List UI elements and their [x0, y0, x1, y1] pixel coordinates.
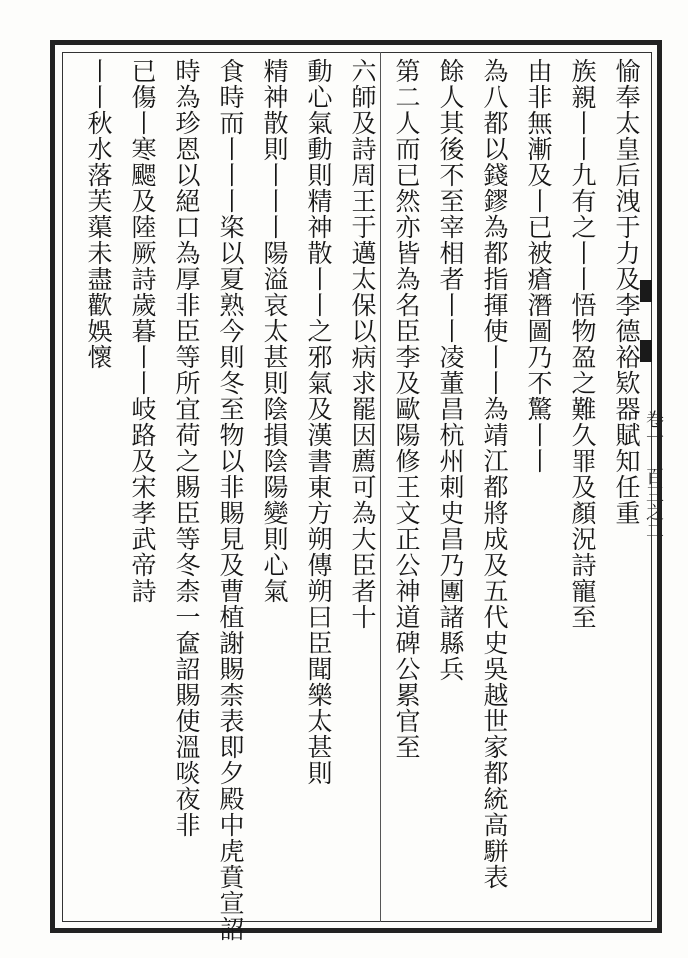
column-text: 由非無漸及丨已被瘡潛圖 [524, 58, 553, 344]
column-text: 為八都以錢鏐為都指揮使丨丨為靖江都將 [480, 58, 509, 526]
text-column-5 [434, 58, 466, 908]
column-text-lower: 太保以病求罷因薦可為大臣者十 [348, 266, 377, 630]
column-text: 已傷丨寒颸及陸厥詩歲暮丨丨 [128, 58, 157, 396]
column-text-lower: 未盡歡娛懷 [84, 240, 113, 370]
text-column-2 [566, 58, 598, 908]
column-text-lower: 成及五代史吳越世家都統高駢表 [480, 526, 509, 890]
margin-label: 卷一 百三之二 [643, 410, 664, 539]
column-text: 族親丨丨九有 [568, 58, 597, 214]
column-text-lower: 賜臣等冬柰一奩詔賜使溫啖夜非 [172, 474, 201, 838]
text-column-1 [610, 58, 642, 908]
column-text: 食時而丨丨丨栥以夏熟今則冬至物以非 [216, 58, 245, 500]
column-text-lower: 董昌杭州刺史昌乃團諸縣兵 [436, 370, 465, 682]
text-column-11 [170, 58, 202, 908]
column-text-lower: 李及歐陽修王文正公神道碑公累官至 [392, 344, 421, 760]
column-text-lower: 賜見及曹植謝賜柰表即夕殿中虎賁宣詔 [216, 500, 245, 942]
text-column-7 [346, 58, 378, 908]
column-text: 丨丨秋水落芙蕖 [84, 58, 113, 240]
text-column-3 [522, 58, 554, 908]
text-column-4 [478, 58, 510, 908]
text-column-9 [258, 58, 290, 908]
text-column-12 [126, 58, 158, 908]
text-column-10 [214, 58, 246, 942]
column-text-lower: 岐路及宋孝武帝詩 [128, 396, 157, 604]
column-text-lower: 力及李德裕欵器賦知任重 [612, 240, 641, 526]
column-text: 第二人而已然亦皆為名臣 [392, 58, 421, 344]
column-rule [380, 52, 381, 922]
column-text: 時為珍恩以絕口為厚非臣等所宜荷之 [172, 58, 201, 474]
column-text-lower: 乃不驚丨丨 [524, 344, 553, 474]
text-column-6 [390, 58, 422, 908]
column-text-lower: 之丨丨悟物盈之難久罪及顏況詩寵至 [568, 214, 597, 630]
text-column-13 [82, 58, 114, 908]
column-text: 精神散則丨丨丨 [260, 58, 289, 240]
column-text: 餘人其後不至宰相者丨丨凌 [436, 58, 465, 370]
text-column-8 [302, 58, 334, 908]
column-text-lower: 陽溢哀太甚則陰損陰陽變則心氣 [260, 240, 289, 604]
column-text-lower: 丨丨之邪氣及漢書東方朔傳朔曰臣聞樂太甚則 [304, 266, 333, 786]
column-text: 愉奉太皇后洩于 [612, 58, 641, 240]
column-text: 動心氣動則精神散 [304, 58, 333, 266]
column-text: 六師及詩周王于邁 [348, 58, 377, 266]
